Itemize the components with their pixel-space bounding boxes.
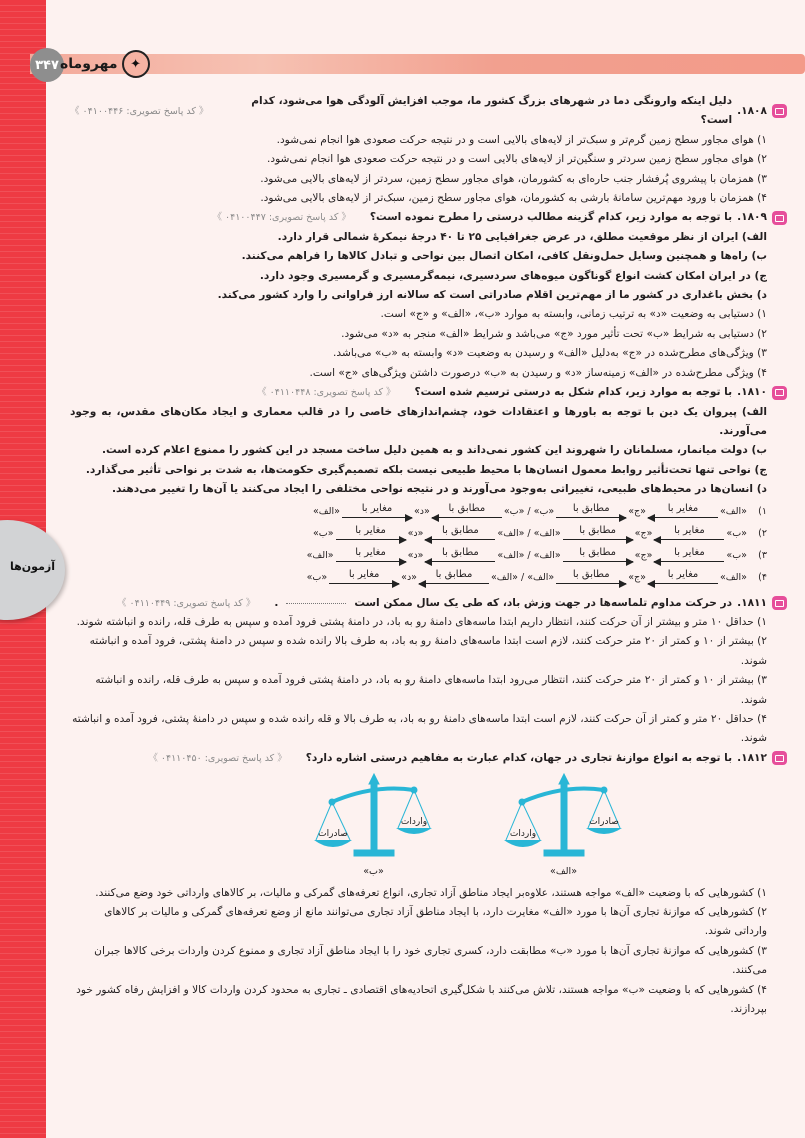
- diagram-node: «ج»: [628, 572, 646, 584]
- video-answer-icon[interactable]: [772, 386, 787, 400]
- option[interactable]: ۴) حداقل ۲۰ متر و کمتر از آن حرکت کنند، لازم است ابتدا ماسه‌های دامنهٔ رو به باد، به طرف بالا و قله رانده شده و سپس در دامنهٔ پشتی، فرود آمده و انباشته شوند.: [72, 712, 767, 745]
- arrow-label: مطابق با: [579, 546, 617, 558]
- diagram-option[interactable]: [70, 500, 767, 522]
- answer-code: 《 کد پاسخ تصویری: ۰۴۱۰۰۴۴۷ 》: [212, 212, 351, 224]
- diagram-node: «ب»: [726, 528, 747, 540]
- option[interactable]: ۳) کشورهایی که موازنهٔ تجاری آن‌ها با مورد «ب» مطابقت دارد، کسری تجاری خود را با ایجاد مناطق آزاد تجاری و ممنوع کردن واردات برخی کالاها جبران می‌کنند.: [94, 944, 767, 977]
- pan-label: واردات: [400, 817, 427, 828]
- arrow-label: مطابق با: [579, 524, 617, 536]
- arrow-label: مطابق با: [442, 524, 479, 536]
- option[interactable]: ۱) کشورهایی که با وضعیت «الف» مواجه هستند، علاوه‌بر ایجاد مناطق آزاد تجاری، انواع تعرفه‌های گمرکی و مالیات، بر کالاهای وارداتی خود وضع می‌کنند.: [95, 886, 767, 899]
- arrow-label: مطابق با: [435, 568, 473, 580]
- option[interactable]: ۲) بیشتر از ۱۰ و کمتر از ۲۰ متر حرکت کنند، لازم است ابتدا ماسه‌های دامنهٔ رو به باد، به طرف بالا رانده شده و سپس در دامنهٔ پشتی، فرود آمده و انباشته شوند.: [89, 635, 767, 667]
- arrow-line: [556, 580, 626, 588]
- statement: د) انسان‌ها در محیط‌های طبیعی، تغییراتی به‌وجود می‌آورند و در نتیجه نواحی مختلفی را ایجاد می‌کنند یا آن‌ها را تغییر می‌دهند.: [111, 483, 767, 496]
- trade-balance-figures: [150, 772, 787, 881]
- option-number: ۴): [758, 572, 767, 584]
- arrow-line: [342, 514, 412, 522]
- arrow-line: [563, 536, 633, 544]
- arrow-line: [336, 558, 406, 566]
- relation-arrow: [563, 547, 633, 566]
- question-number: ۱۸۱۰.: [737, 386, 767, 399]
- option-number: ۳): [758, 550, 767, 562]
- diagram-option[interactable]: [70, 522, 767, 544]
- option[interactable]: ۱) دستیابی به وضعیت «د» به ترتیب زمانی، وابسته به موارد «ب»، «الف» و «ج» است.: [380, 308, 767, 321]
- question-text: با توجه به موارد زیر، کدام شکل به درستی ترسیم شده است؟: [414, 386, 733, 399]
- arrow-line: [648, 514, 718, 522]
- question-number: ۱۸۱۲.: [737, 751, 767, 764]
- arrow-label: مغایر با: [355, 546, 386, 558]
- relation-arrow: [329, 569, 399, 588]
- diagram-options: [70, 500, 787, 588]
- arrow-label: مطابق با: [572, 568, 610, 580]
- diagram-node: «الف» / «الف»: [491, 572, 555, 584]
- arrow-label: مغایر با: [348, 568, 380, 580]
- statement: ج) نواحی تنها تحت‌تأثیر روابط معمول انسان‌ها با محیط طبیعی نیست بلکه تصمیم‌گیری حکومت‌ها، به شدت بر نواحی تأثیر می‌گذارد.: [85, 463, 767, 476]
- diagram-node: «د»: [407, 528, 424, 540]
- arrow-line: [556, 514, 626, 522]
- option[interactable]: ۱) هوای مجاور سطح زمین گرم‌تر و سبک‌تر از لایه‌های بالایی است و در نتیجه حرکت صعودی هوا انجام نمی‌شود.: [276, 133, 767, 146]
- statement: ب) راه‌ها و همچنین وسایل حمل‌ونقل کافی، امکان اتصال بین نواحی و تبادل کالاها را فراهم می‌کنند.: [241, 250, 767, 263]
- question-1812: [70, 749, 787, 1020]
- arrow-line: [336, 536, 406, 544]
- figure-caption: «الف»: [550, 866, 577, 878]
- diagram-node: «ب»: [306, 572, 328, 584]
- relation-arrow: [563, 525, 633, 544]
- answer-code: 《 کد پاسخ تصویری: ۰۴۱۱۰۴۴۹ 》: [116, 597, 256, 609]
- video-answer-icon[interactable]: [772, 104, 787, 118]
- option-number: ۲): [758, 528, 767, 540]
- brand-logo: [60, 50, 150, 78]
- relation-arrow: [654, 525, 724, 544]
- question-1811: [70, 594, 787, 749]
- video-answer-icon[interactable]: [772, 751, 787, 765]
- diagram-node: «ب» / «ب»: [503, 506, 555, 518]
- diagram-node: «د»: [401, 572, 417, 584]
- question-text-end: .: [274, 596, 279, 609]
- option-number: ۱): [758, 506, 767, 518]
- diagram-option[interactable]: [70, 566, 767, 588]
- arrow-label: مطابق با: [442, 546, 479, 558]
- diagram-node: «ب»: [726, 550, 747, 562]
- option[interactable]: ۲) هوای مجاور سطح زمین سردتر و سنگین‌تر از لایه‌های بالایی است و در نتیجه حرکت صعودی هوا انجام نمی‌شود.: [266, 153, 767, 166]
- statement: ج) در ایران امکان کشت انواع گوناگون میوه‌های سردسیری، نیمه‌گرمسیری و گرمسیری وجود دارد.: [259, 269, 767, 282]
- option[interactable]: ۳) همزمان با پیشروی پُرفشار جنب حاره‌ای به کشورمان، هوای مجاور سطح زمین، سردتر از لایه‌های بالایی می‌شود.: [260, 172, 767, 185]
- diagram-node: «ب»: [312, 528, 334, 540]
- figure-caption: «ب»: [363, 866, 384, 878]
- relation-arrow: [556, 569, 626, 588]
- option[interactable]: ۴) کشورهایی که با وضعیت «ب» مواجه هستند، تلاش می‌کنند با شکل‌گیری اتحادیه‌های اقتصادی ـ تجاری به محدود کردن واردات کالا و افزایش رفاه کشور خود بپردازند.: [76, 983, 767, 1016]
- option[interactable]: ۴) ویژگی مطرح‌شده در «الف» زمینه‌ساز «د» و رسیدن به «ب» درصورت داشتن ویژگی‌های «ج» است.: [309, 366, 767, 379]
- statement: د) بخش باغداری در کشور ما از مهم‌ترین اقلام صادراتی است که سالانه ارز فراوانی را وارد کشور می‌کند.: [217, 289, 767, 302]
- diagram-node: «ج»: [634, 550, 653, 562]
- statement: الف) پیروان یک دین با توجه به باورها و اعتقادات خود، چشم‌اندازهای خاصی را در قالب معماری و ایجاد مکان‌های مقدس، به وجود می‌آورند.: [70, 405, 767, 437]
- answer-code: 《 کد پاسخ تصویری: ۰۴۱۱۰۴۵۰ 》: [148, 752, 287, 764]
- arrow-line: [654, 536, 724, 544]
- option[interactable]: ۳) ویژگی‌های مطرح‌شده در «ج» به‌دلیل «الف» و رسیدن به وضعیت «د» وابسته به «ب» می‌باشد.: [333, 347, 767, 360]
- arrow-line: [563, 558, 633, 566]
- relation-arrow: [648, 569, 718, 588]
- answer-code: 《 کد پاسخ تصویری: ۰۴۱۰۰۴۴۶ 》: [70, 105, 209, 117]
- relation-arrow: [425, 547, 495, 566]
- relation-arrow: [336, 525, 406, 544]
- question-number: ۱۸۰۹.: [737, 211, 767, 224]
- arrow-line: [425, 536, 495, 544]
- arrow-line: [654, 558, 724, 566]
- statement: ب) دولت میانمار، مسلمانان را شهروند این کشور نمی‌داند و به همین دلیل ساخت مسجد در این کشور را ممنوع اعلام کرده است.: [101, 444, 767, 457]
- arrow-label: مغایر با: [674, 524, 705, 536]
- diagram-node: «الف» / «الف»: [497, 528, 561, 540]
- diagram-node: «ج»: [628, 506, 646, 518]
- question-number: ۱۸۱۱.: [737, 596, 767, 609]
- arrow-line: [419, 580, 489, 588]
- answer-code: 《 کد پاسخ تصویری: ۰۴۱۱۰۴۴۸ 》: [257, 387, 396, 399]
- relation-arrow: [336, 547, 406, 566]
- balance-scale-icon: [504, 772, 624, 862]
- pan-label: صادرات: [317, 829, 348, 840]
- relation-arrow: [648, 503, 718, 522]
- option[interactable]: ۲) کشورهایی که موازنهٔ تجاری آن‌ها با مورد «الف» مغایرت دارد، با ایجاد مناطق آزاد تجاری می‌توانند مانع از وضع تعرفه‌های گمرکی و مالیات بر کالاهای وارداتی شوند.: [104, 906, 767, 938]
- diagram-node: «د»: [407, 550, 424, 562]
- page-number: ۳۴۷: [30, 48, 64, 82]
- diagram-option[interactable]: [70, 544, 767, 566]
- arrow-label: مطابق با: [572, 502, 610, 514]
- diagram-node: «الف»: [720, 506, 747, 518]
- arrow-label: مغایر با: [355, 524, 386, 536]
- questions-content: [70, 92, 787, 1019]
- relation-arrow: [419, 569, 489, 588]
- section-tab-label: آزمون‌ها: [10, 560, 55, 573]
- video-answer-icon[interactable]: [772, 211, 787, 225]
- relation-arrow: [432, 503, 502, 522]
- relation-arrow: [654, 547, 724, 566]
- arrow-label: مطابق با: [448, 502, 486, 514]
- section-tab[interactable]: [0, 520, 65, 620]
- butterfly-icon: ✦: [122, 50, 150, 78]
- question-text: با توجه به موارد زیر، کدام گزینه مطالب درستی را مطرح نموده است؟: [369, 211, 733, 224]
- diagram-node: «الف»: [312, 506, 340, 518]
- option[interactable]: ۱) حداقل ۱۰ متر و بیشتر از آن حرکت کنند، انتظار داریم ابتدا ماسه‌های دامنهٔ رو به باد، در دامنهٔ پشتی فرود آمده و سپس به طرف قله، رانده و انباشته شوند.: [76, 615, 767, 628]
- scale-figure-alef: [504, 772, 624, 881]
- video-answer-icon[interactable]: [772, 596, 787, 610]
- balance-scale-icon: [314, 772, 434, 862]
- relation-arrow: [425, 525, 495, 544]
- brand-name: مهروماه: [60, 56, 118, 72]
- pan-label: صادرات: [588, 817, 619, 828]
- arrow-line: [648, 580, 718, 588]
- relation-arrow: [342, 503, 412, 522]
- arrow-line: [425, 558, 495, 566]
- option[interactable]: ۴) همزمان با ورود مهم‌ترین سامانهٔ بارشی به کشورمان، هوای مجاور سطح زمین، سبک‌تر از لایه‌های بالایی می‌شود.: [260, 192, 767, 205]
- relation-arrow: [556, 503, 626, 522]
- arrow-label: مغایر با: [674, 546, 705, 558]
- statement: الف) ایران از نظر موقعیت مطلق، در عرض جغرافیایی ۲۵ تا ۴۰ درجهٔ نیمکرهٔ شمالی قرار دارد.: [277, 230, 767, 243]
- question-1808: [70, 92, 787, 208]
- fill-blank: [286, 603, 346, 604]
- question-number: ۱۸۰۸.: [737, 104, 767, 117]
- arrow-line: [329, 580, 399, 588]
- question-text: با توجه به انواع موازنهٔ تجاری در جهان، کدام عبارت به مفاهیم درستی اشاره دارد؟: [305, 751, 733, 764]
- arrow-line: [432, 514, 502, 522]
- arrow-label: مغایر با: [667, 502, 699, 514]
- option[interactable]: ۳) بیشتر از ۱۰ و کمتر از ۲۰ متر حرکت کنند، انتظار می‌رود ابتدا ماسه‌های دامنهٔ رو به باد، در دامنهٔ پشتی فرود آمده و سپس به طرف قله، رانده و انباشته شوند.: [95, 674, 767, 706]
- question-text: دلیل اینکه وارونگی دما در شهرهای بزرگ کشور ما، موجب افزایش آلودگی هوا می‌شود، کدام است؟: [251, 95, 733, 127]
- scale-figure-b: [314, 772, 434, 881]
- arrow-label: مغایر با: [361, 502, 393, 514]
- question-text: در حرکت مداوم تلماسه‌ها در جهت وزش باد، که طی یک سال ممکن است: [354, 596, 733, 609]
- arrow-label: مغایر با: [667, 568, 699, 580]
- question-1809: [70, 208, 787, 383]
- diagram-node: «الف» / «الف»: [497, 550, 561, 562]
- option[interactable]: ۲) دستیابی به شرایط «ب» تحت تأثیر مورد «ج» می‌باشد و شرایط «الف» منجر به «د» می‌شود.: [341, 327, 767, 340]
- diagram-node: «د»: [413, 506, 430, 518]
- question-1810: [70, 383, 787, 587]
- diagram-node: «الف»: [306, 550, 334, 562]
- diagram-node: «الف»: [720, 572, 747, 584]
- diagram-node: «ج»: [634, 528, 653, 540]
- pan-label: واردات: [509, 829, 536, 840]
